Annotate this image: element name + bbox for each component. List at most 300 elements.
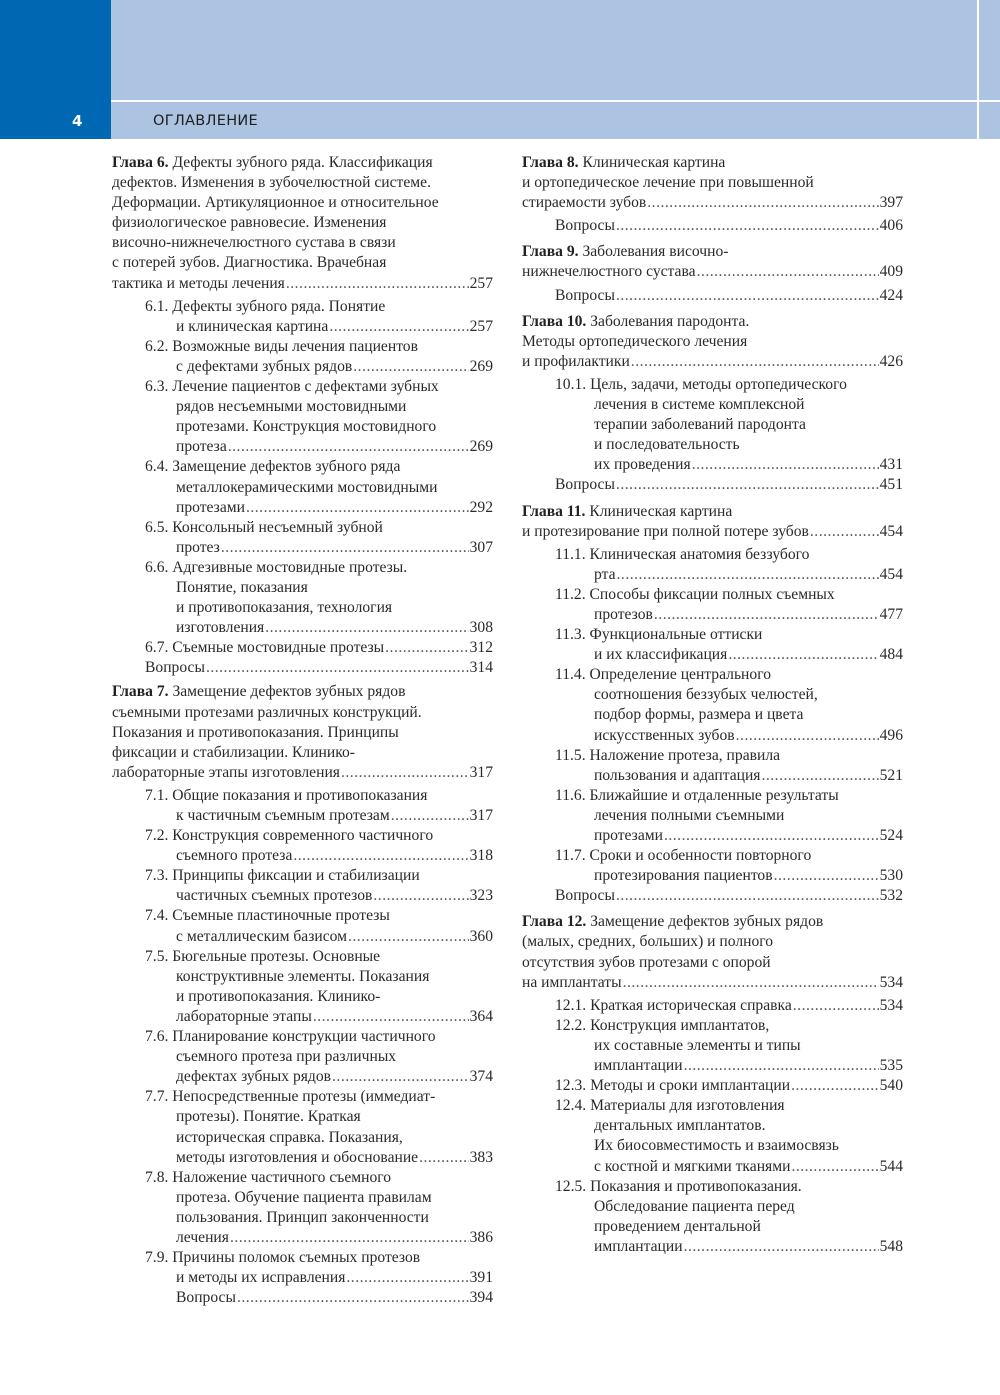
subsection-line: 12.5. Показания и противопоказания. bbox=[555, 1177, 802, 1195]
leader-dots bbox=[684, 1056, 879, 1076]
subsection-line: 12.2. Конструкция имплантатов, bbox=[555, 1016, 770, 1034]
entry-text: с костной и мягкими тканями bbox=[594, 1157, 791, 1175]
leader-dots bbox=[419, 1148, 469, 1168]
subsection-page-line[interactable] bbox=[145, 618, 493, 638]
chapter-title-text: Деформации. Артикуляционное и относительное bbox=[112, 194, 439, 212]
page-ref: 424 bbox=[879, 286, 903, 304]
page-ref: 532 bbox=[879, 887, 903, 905]
subsection-line: лечения полными съемными bbox=[594, 806, 785, 824]
subsection-line: рядов несъемными мостовидными bbox=[176, 398, 407, 416]
questions-entry[interactable] bbox=[522, 886, 903, 906]
leader-dots bbox=[616, 286, 879, 306]
entry-text: рта bbox=[594, 565, 616, 583]
entry-text: Вопросы bbox=[176, 1289, 236, 1307]
subsection-page-line[interactable] bbox=[555, 645, 903, 665]
chapter-title-line bbox=[112, 682, 493, 702]
subsection-line: 7.2. Конструкция современного частичного bbox=[145, 827, 434, 845]
page-ref: 394 bbox=[469, 1289, 493, 1307]
chapter-title-text: Заболевания пародонта. bbox=[590, 312, 750, 330]
subsection-line: Понятие, показания bbox=[176, 578, 308, 596]
subsection-line: 11.2. Способы фиксации полных съемных bbox=[555, 585, 835, 603]
subsection-page-line[interactable] bbox=[145, 357, 493, 377]
entry-text: протеза bbox=[176, 438, 227, 456]
toc-right-column bbox=[522, 153, 903, 1262]
page-ref: 317 bbox=[469, 807, 493, 824]
subsection-line: их составные элементы и типы bbox=[594, 1036, 801, 1054]
leader-dots bbox=[684, 1237, 879, 1257]
page-ref: 477 bbox=[879, 605, 903, 623]
page-ref: 496 bbox=[879, 726, 903, 744]
entry-text: к частичным съемным протезам bbox=[176, 807, 390, 824]
chapter-title-line bbox=[522, 932, 903, 952]
page-ref: 257 bbox=[469, 274, 493, 292]
page-ref: 374 bbox=[469, 1068, 493, 1086]
chapter-title-line bbox=[522, 502, 903, 522]
page-ref: 317 bbox=[469, 763, 493, 781]
chapter-title-line bbox=[112, 193, 493, 213]
subsection-line: 10.1. Цель, задачи, методы ортопедического bbox=[555, 375, 847, 393]
entry-text: с металлическим базисом bbox=[176, 927, 347, 945]
header-divider bbox=[111, 100, 1000, 102]
entry-text: лечения bbox=[176, 1228, 229, 1246]
page-ref: 524 bbox=[879, 827, 903, 844]
subsection-page-line[interactable] bbox=[555, 605, 903, 625]
leader-dots bbox=[265, 618, 468, 638]
page-ref: 544 bbox=[879, 1157, 903, 1175]
subsection-page-line[interactable] bbox=[145, 1067, 493, 1087]
chapter-title-line bbox=[112, 233, 493, 253]
chapter-title-text: физиологическое равновесие. Изменения bbox=[112, 214, 387, 232]
subsection-list bbox=[522, 375, 903, 475]
subsection-entry bbox=[522, 746, 903, 786]
subsection-list bbox=[112, 786, 493, 1288]
page-ref: 548 bbox=[879, 1237, 903, 1255]
subsection-list bbox=[112, 297, 493, 659]
page-ref: 383 bbox=[469, 1148, 493, 1166]
subsection-page-line[interactable] bbox=[555, 1237, 903, 1257]
chapter-title-text: (малых, средних, больших) и полного bbox=[522, 933, 774, 951]
subsection-entry bbox=[112, 558, 493, 638]
subsection-line: 7.1. Общие показания и противопоказания bbox=[145, 786, 428, 804]
chapter-title-text: Замещение дефектов зубных рядов bbox=[590, 913, 824, 931]
chapter-label: Глава 11. bbox=[522, 502, 586, 520]
page-ref: 426 bbox=[879, 352, 903, 370]
leader-dots bbox=[348, 927, 469, 947]
chapter-title-line bbox=[522, 332, 903, 352]
leader-dots bbox=[293, 846, 468, 866]
leader-dots bbox=[206, 658, 469, 678]
chapter-title-line bbox=[522, 912, 903, 932]
subsection-line: 7.8. Наложение частичного съемного bbox=[145, 1168, 392, 1186]
chapter-title-text: Клиническая картина bbox=[582, 154, 726, 171]
leader-dots bbox=[774, 866, 879, 886]
chapter-title-text: Замещение дефектов зубных рядов bbox=[172, 683, 406, 701]
subsection-entry bbox=[112, 947, 493, 1027]
subsection-line: терапии заболеваний пародонта bbox=[594, 416, 806, 434]
subsection-page-line[interactable] bbox=[555, 826, 903, 846]
chapter-entry bbox=[112, 153, 493, 678]
subsection-line: 6.6. Адгезивные мостовидные протезы. bbox=[145, 558, 408, 576]
page-ref: 364 bbox=[469, 1007, 493, 1025]
subsection-page-line[interactable] bbox=[145, 437, 493, 457]
entry-text: частичных съемных протезов bbox=[176, 887, 373, 905]
subsection-line: 7.7. Непосредственные протезы (иммедиат- bbox=[145, 1088, 436, 1106]
page-ref: 269 bbox=[469, 438, 493, 456]
leader-dots bbox=[728, 645, 878, 665]
page-ref: 292 bbox=[469, 498, 493, 516]
subsection-entry bbox=[112, 906, 493, 946]
chapter-entry bbox=[522, 312, 903, 496]
leader-dots bbox=[631, 352, 879, 372]
page-ref: 454 bbox=[879, 565, 903, 583]
page-ref: 454 bbox=[879, 522, 903, 540]
leader-dots bbox=[623, 973, 879, 993]
chapter-title-line bbox=[112, 173, 493, 193]
leader-dots bbox=[793, 996, 879, 1016]
page-ref: 534 bbox=[879, 973, 903, 991]
entry-text: 12.3. Методы и сроки имплантации bbox=[555, 1077, 791, 1095]
chapter-page-line[interactable] bbox=[522, 193, 903, 213]
subsection-page-line[interactable] bbox=[145, 498, 493, 518]
leader-dots bbox=[791, 1157, 878, 1177]
entry-text: с дефектами зубных рядов bbox=[176, 357, 353, 375]
subsection-entry bbox=[112, 826, 493, 866]
subsection-line: и последовательность bbox=[594, 436, 740, 454]
entry-text: и профилактики bbox=[522, 352, 630, 370]
subsection-line: 7.5. Бюгельные протезы. Основные bbox=[145, 947, 381, 965]
subsection-entry bbox=[522, 1076, 903, 1096]
leader-dots bbox=[736, 726, 879, 746]
subsection-line: 11.1. Клиническая анатомия беззубого bbox=[555, 545, 810, 563]
subsection-page-line[interactable] bbox=[145, 886, 493, 906]
chapter-title-line bbox=[112, 253, 493, 273]
leader-dots bbox=[221, 538, 469, 558]
page-ref: 386 bbox=[469, 1228, 493, 1246]
chapter-page-line[interactable] bbox=[522, 262, 903, 282]
subsection-entry bbox=[522, 996, 903, 1016]
chapter-title-line bbox=[522, 153, 903, 173]
questions-entry[interactable] bbox=[112, 658, 493, 678]
questions-entry[interactable] bbox=[522, 475, 903, 495]
subsection-line: протезами. Конструкция мостовидного bbox=[176, 418, 437, 436]
leader-dots bbox=[616, 216, 879, 236]
chapter-title-text: Методы ортопедического лечения bbox=[522, 332, 748, 350]
subsection-line: 6.4. Замещение дефектов зубного ряда bbox=[145, 458, 401, 476]
chapter-title-text: фиксации и стабилизации. Клинико- bbox=[112, 743, 356, 761]
toc-left-column bbox=[112, 153, 493, 1313]
entry-text: протезов bbox=[594, 605, 653, 623]
entry-text: съемного протеза bbox=[176, 847, 293, 865]
subsection-line: проведением дентальной bbox=[594, 1217, 761, 1235]
leader-dots bbox=[353, 357, 468, 377]
subsection-line: лечения в системе комплексной bbox=[594, 396, 805, 414]
subsection-entry bbox=[112, 337, 493, 377]
entry-text: и их классификация bbox=[594, 646, 728, 664]
entry-text: изготовления bbox=[176, 619, 265, 637]
entry-text: нижнечелюстного сустава bbox=[522, 263, 696, 281]
chapter-label: Глава 12. bbox=[522, 913, 587, 931]
subsection-line: 12.4. Материалы для изготовления bbox=[555, 1097, 785, 1115]
subsection-line: пользования. Принцип законченности bbox=[176, 1208, 429, 1226]
page-ref: 307 bbox=[469, 538, 493, 556]
page-ref: 312 bbox=[469, 639, 493, 657]
page-ref: 397 bbox=[879, 194, 903, 212]
chapter-title-text: и ортопедическое лечение при повышенной bbox=[522, 174, 814, 192]
entry-text: их проведения bbox=[594, 456, 691, 474]
chapter-title-line bbox=[522, 953, 903, 973]
subsection-page-line[interactable] bbox=[555, 1076, 903, 1096]
page-ref: 451 bbox=[879, 476, 903, 494]
subsection-entry bbox=[112, 1168, 493, 1248]
page-ref: 314 bbox=[469, 659, 493, 677]
chapter-label: Глава 6. bbox=[112, 154, 169, 171]
page-number: 4 bbox=[72, 112, 83, 130]
subsection-page-line[interactable] bbox=[555, 1157, 903, 1177]
page-ref: 318 bbox=[469, 847, 493, 865]
subsection-line: 11.4. Определение центрального bbox=[555, 666, 772, 684]
leader-dots bbox=[313, 1007, 469, 1027]
page-ref: 540 bbox=[879, 1077, 903, 1095]
subsection-line: и противопоказания. Клинико- bbox=[176, 987, 381, 1005]
page-ref: 323 bbox=[469, 887, 493, 905]
chapter-title-line bbox=[522, 312, 903, 332]
questions-entry[interactable] bbox=[112, 1288, 493, 1308]
leader-dots bbox=[385, 638, 468, 658]
leader-dots bbox=[373, 886, 468, 906]
subsection-list bbox=[522, 545, 903, 887]
questions-entry[interactable] bbox=[522, 286, 903, 306]
entry-text: протезирования пациентов bbox=[594, 867, 773, 885]
page-ref: 521 bbox=[879, 766, 903, 784]
chapter-title-line bbox=[112, 153, 493, 173]
entry-text: искусственных зубов bbox=[594, 726, 735, 744]
chapter-entry bbox=[522, 912, 903, 1257]
chapter-title-text: Показания и противопоказания. Принципы bbox=[112, 723, 399, 741]
entry-text: 12.1. Краткая историческая справка bbox=[555, 996, 792, 1014]
chapter-label: Глава 10. bbox=[522, 312, 587, 330]
subsection-line: 6.3. Лечение пациентов с дефектами зубных bbox=[145, 378, 439, 396]
leader-dots bbox=[246, 498, 469, 518]
entry-text: и методы их исправления bbox=[176, 1269, 346, 1287]
subsection-line: 7.3. Принципы фиксации и стабилизации bbox=[145, 867, 420, 885]
chapter-page-line[interactable] bbox=[112, 763, 493, 783]
subsection-line: протезы). Понятие. Краткая bbox=[176, 1108, 361, 1126]
leader-dots bbox=[654, 605, 879, 625]
subsection-page-line[interactable] bbox=[555, 866, 903, 886]
questions-entry[interactable] bbox=[522, 216, 903, 236]
subsection-entry bbox=[112, 866, 493, 906]
entry-text: и клиническая картина bbox=[176, 317, 329, 335]
subsection-entry bbox=[522, 375, 903, 475]
entry-text: лабораторные этапы bbox=[176, 1007, 312, 1025]
chapter-title-text: дефектов. Изменения в зубочелюстной системе. bbox=[112, 174, 431, 192]
chapter-title-line bbox=[522, 242, 903, 262]
subsection-entry bbox=[522, 665, 903, 745]
chapter-entry bbox=[522, 153, 903, 236]
subsection-line: 6.2. Возможные виды лечения пациентов bbox=[145, 337, 418, 355]
page-ref: 257 bbox=[469, 317, 493, 335]
subsection-page-line[interactable] bbox=[145, 846, 493, 866]
page-ref: 431 bbox=[879, 456, 903, 474]
subsection-page-line[interactable] bbox=[145, 927, 493, 947]
entry-text: Вопросы bbox=[145, 659, 205, 677]
chapter-title-line bbox=[522, 173, 903, 193]
leader-dots bbox=[616, 886, 879, 906]
page-ref: 534 bbox=[879, 996, 903, 1014]
leader-dots bbox=[791, 1076, 879, 1096]
entry-text: методы изготовления и обоснование bbox=[176, 1148, 419, 1166]
chapter-label: Глава 7. bbox=[112, 683, 169, 701]
subsection-entry bbox=[522, 1016, 903, 1076]
chapter-label: Глава 8. bbox=[522, 154, 579, 171]
page-ref: 484 bbox=[879, 646, 903, 664]
subsection-page-line[interactable] bbox=[145, 1228, 493, 1248]
subsection-line: 7.6. Планирование конструкции частичного bbox=[145, 1028, 436, 1046]
subsection-entry bbox=[112, 638, 493, 658]
subsection-page-line[interactable] bbox=[145, 1148, 493, 1168]
subsection-entry bbox=[522, 1177, 903, 1257]
entry-text: протезами bbox=[594, 827, 663, 844]
leader-dots bbox=[664, 826, 879, 846]
subsection-line: Их биосовместимость и взаимосвязь bbox=[594, 1137, 839, 1155]
chapter-page-line[interactable] bbox=[522, 973, 903, 993]
entry-text: пользования и адаптация bbox=[594, 766, 761, 784]
subsection-line: 11.3. Функциональные оттиски bbox=[555, 626, 763, 644]
chapter-entry bbox=[522, 502, 903, 907]
chapter-title-line bbox=[112, 703, 493, 723]
subsection-entry bbox=[112, 1248, 493, 1288]
subsection-page-line[interactable] bbox=[555, 1056, 903, 1076]
entry-text: протезами bbox=[176, 498, 245, 516]
subsection-entry bbox=[112, 786, 493, 826]
subsection-page-line[interactable] bbox=[555, 726, 903, 746]
entry-text: имплантации bbox=[594, 1237, 683, 1255]
subsection-line: соотношения беззубых челюстей, bbox=[594, 686, 818, 704]
page-ref: 269 bbox=[469, 357, 493, 375]
subsection-page-line[interactable] bbox=[145, 1268, 493, 1288]
subsection-line: конструктивные элементы. Показания bbox=[176, 967, 430, 985]
subsection-entry bbox=[522, 1096, 903, 1176]
subsection-line: 11.5. Наложение протеза, правила bbox=[555, 746, 781, 764]
chapter-page-line[interactable] bbox=[112, 274, 493, 294]
subsection-entry bbox=[112, 457, 493, 517]
chapter-title-line bbox=[112, 723, 493, 743]
subsection-page-line[interactable] bbox=[145, 1007, 493, 1027]
subsection-page-line[interactable] bbox=[555, 766, 903, 786]
subsection-entry bbox=[522, 625, 903, 665]
leader-dots bbox=[761, 766, 878, 786]
subsection-page-line[interactable] bbox=[145, 317, 493, 337]
subsection-page-line[interactable] bbox=[145, 638, 493, 658]
subsection-entry bbox=[112, 1087, 493, 1167]
entry-text: Вопросы bbox=[555, 286, 615, 304]
subsection-entry bbox=[522, 585, 903, 625]
subsection-page-line[interactable] bbox=[145, 806, 493, 826]
subsection-line: 7.4. Съемные пластиночные протезы bbox=[145, 907, 390, 925]
entry-text: Вопросы bbox=[555, 476, 615, 494]
chapter-title-line bbox=[112, 743, 493, 763]
page-ref: 535 bbox=[879, 1057, 903, 1075]
subsection-line: 7.9. Причины поломок съемных протезов bbox=[145, 1249, 421, 1267]
entry-text: лабораторные этапы изготовления bbox=[112, 763, 340, 781]
chapter-entry bbox=[112, 682, 493, 1308]
subsection-line: подбор формы, размера и цвета bbox=[594, 706, 804, 724]
subsection-entry bbox=[522, 786, 903, 846]
chapter-page-line[interactable] bbox=[522, 352, 903, 372]
entry-text: Вопросы bbox=[555, 887, 615, 905]
subsection-entry bbox=[112, 377, 493, 457]
subsection-line: Обследование пациента перед bbox=[594, 1197, 795, 1215]
entry-text: протез bbox=[176, 538, 220, 556]
subsection-entry bbox=[112, 518, 493, 558]
page-ref: 360 bbox=[469, 927, 493, 945]
header-vertical-divider bbox=[977, 0, 979, 139]
subsection-line: съемного протеза при различных bbox=[176, 1048, 397, 1066]
leader-dots bbox=[346, 1268, 468, 1288]
subsection-line: дентальных имплантатов. bbox=[594, 1117, 766, 1135]
chapter-title-text: с потерей зубов. Диагностика. Врачебная bbox=[112, 254, 387, 272]
subsection-line: металлокерамическими мостовидными bbox=[176, 478, 438, 496]
entry-text: Вопросы bbox=[555, 217, 615, 235]
subsection-list bbox=[522, 996, 903, 1257]
header-page-number-block bbox=[0, 0, 111, 139]
entry-text: дефектах зубных рядов bbox=[176, 1068, 332, 1086]
leader-dots bbox=[332, 1067, 469, 1087]
subsection-entry bbox=[112, 297, 493, 337]
page-title: ОГЛАВЛЕНИЕ bbox=[153, 113, 259, 129]
entry-text: 6.7. Съемные мостовидные протезы bbox=[145, 639, 385, 657]
page-ref: 530 bbox=[879, 867, 903, 885]
leader-dots bbox=[617, 565, 879, 585]
leader-dots bbox=[616, 475, 879, 495]
chapter-label: Глава 9. bbox=[522, 243, 579, 261]
subsection-entry bbox=[522, 545, 903, 585]
subsection-line: 6.1. Дефекты зубного ряда. Понятие bbox=[145, 297, 386, 315]
page-ref: 391 bbox=[469, 1269, 493, 1287]
subsection-line: протеза. Обучение пациента правилам bbox=[176, 1188, 432, 1206]
page-ref: 406 bbox=[879, 217, 903, 235]
entry-text: имплантации bbox=[594, 1057, 683, 1075]
subsection-entry bbox=[522, 846, 903, 886]
page-ref: 308 bbox=[469, 619, 493, 637]
leader-dots bbox=[692, 455, 879, 475]
chapter-title-text: височно-нижнечелюстного сустава в связи bbox=[112, 234, 396, 252]
leader-dots bbox=[810, 522, 879, 542]
subsection-page-line[interactable] bbox=[555, 996, 903, 1016]
chapter-page-line[interactable] bbox=[522, 522, 903, 542]
leader-dots bbox=[286, 274, 469, 294]
leader-dots bbox=[228, 437, 469, 457]
leader-dots bbox=[230, 1228, 469, 1248]
subsection-line: 11.7. Сроки и особенности повторного bbox=[555, 847, 812, 865]
subsection-page-line[interactable] bbox=[555, 455, 903, 475]
leader-dots bbox=[237, 1288, 469, 1308]
chapter-title-text: Клиническая картина bbox=[589, 502, 733, 520]
leader-dots bbox=[341, 763, 469, 783]
chapter-title-line bbox=[112, 213, 493, 233]
subsection-line: историческая справка. Показания, bbox=[176, 1128, 403, 1146]
page-ref: 409 bbox=[879, 263, 903, 281]
subsection-line: 6.5. Консольный несъемный зубной bbox=[145, 518, 383, 536]
entry-text: на имплантаты bbox=[522, 973, 622, 991]
leader-dots bbox=[647, 193, 878, 213]
chapter-title-text: Дефекты зубного ряда. Классификация bbox=[172, 154, 433, 171]
entry-text: тактика и методы лечения bbox=[112, 274, 285, 292]
subsection-page-line[interactable] bbox=[555, 565, 903, 585]
subsection-page-line[interactable] bbox=[145, 538, 493, 558]
chapter-title-text: отсутствия зубов протезами с опорой bbox=[522, 953, 771, 971]
subsection-line: и противопоказания, технология bbox=[176, 599, 393, 617]
